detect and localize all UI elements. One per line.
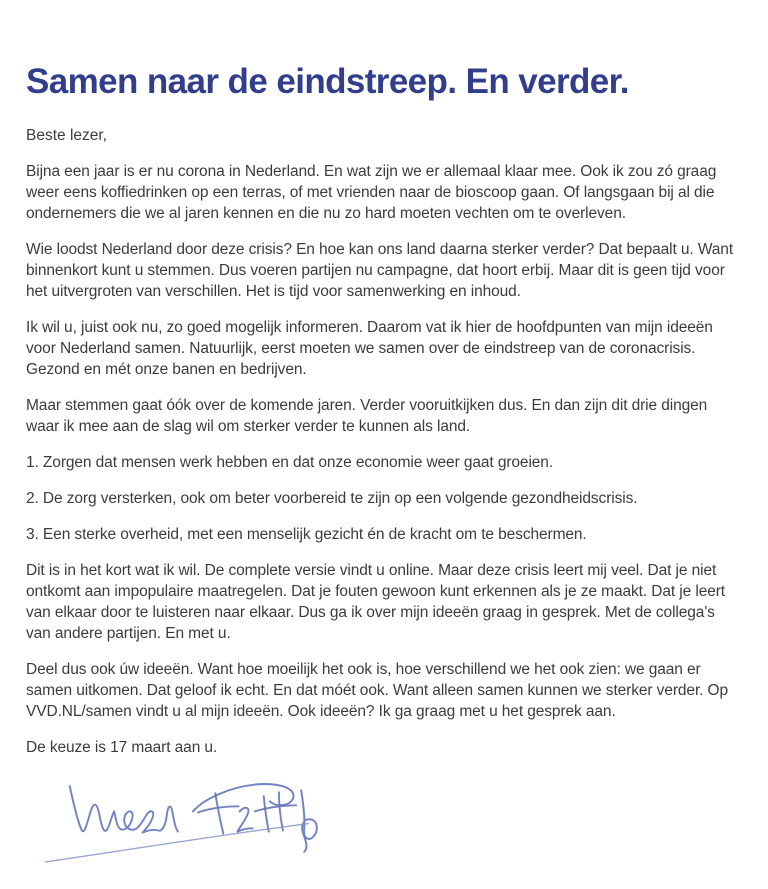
list-item-2-zorg: 2. De zorg versterken, ook om beter voorbereid te zijn op een volgende gezondheidscrisis. [26, 489, 638, 507]
closing-line: De keuze is 17 maart aan u. [26, 738, 218, 756]
list-item-1-werk: 1. Zorgen dat mensen werk hebben en dat onze economie weer gaat groeien. [26, 453, 554, 471]
paragraph-vooruitkijken: Maar stemmen gaat óók over de komende jaren. Verder vooruitkijken dus. En dan zijn dit drie dingen waar ik mee aan de slag wil om sterker verder te kunnen als land. [26, 396, 708, 435]
paragraph-intro-corona: Bijna een jaar is er nu corona in Nederland. En wat zijn we er allemaal klaar mee. Ook ik zou zó graag weer eens koffiedrinken op een terras, of met vrienden naar de bioscoop gaan. Of langsgaan bij al die ondernemers die we al jaren kennen en die nu zo hard moeten vechten om te overleven. [26, 162, 717, 222]
paragraph-informeren: Ik wil u, juist ook nu, zo goed mogelijk informeren. Daarom vat ik hier de hoofdpunten van mijn ideeën voor Nederland samen. Natuurlijk, eerst moeten we samen over de eindstreep van de coronacrisis. Gezond en mét onze banen en bedrijven. [26, 318, 713, 378]
paragraph-deel-ideeen: Deel dus ook úw ideeën. Want hoe moeilijk het ook is, hoe verschillend we het ook zien: we gaan er samen uitkomen. Dat geloof ik echt. En dat móét ook. Want alleen samen kunnen we sterker verder. Op VVD.NL/samen vindt u al mijn ideeën. Ook ideeën? Ik ga graag met u het gesprek aan. [26, 660, 729, 720]
list-item-3-overheid: 3. Een sterke overheid, met een menselijk gezicht én de kracht om te beschermen. [26, 525, 587, 543]
salutation: Beste lezer, [26, 126, 107, 144]
page-title: Samen naar de eindstreep. En verder. [26, 62, 629, 101]
signature-mark-rutte [40, 773, 340, 869]
paragraph-crisis-question: Wie loodst Nederland door deze crisis? En hoe kan ons land daarna sterker verder? Dat bepaalt u. Want binnenkort kunt u stemmen. Dus voeren partijen nu campagne, dat hoort erbij. Maar dit is geen tijd voor het uitvergroten van verschillen. Het is tijd voor samenwerking en inhoud. [26, 240, 734, 300]
paragraph-in-het-kort: Dit is in het kort wat ik wil. De complete versie vindt u online. Maar deze crisis leert mij veel. Dat je niet ontkomt aan impopulaire maatregelen. Dat je fouten gewoon kunt erkennen als je ze maakt. Dat je leert van elkaar door te luisteren naar elkaar. Dus ga ik over mijn ideeën graag in gesprek. Met de collega's van andere partijen. En met u. [26, 561, 726, 642]
signature-ink-icon [40, 773, 340, 869]
